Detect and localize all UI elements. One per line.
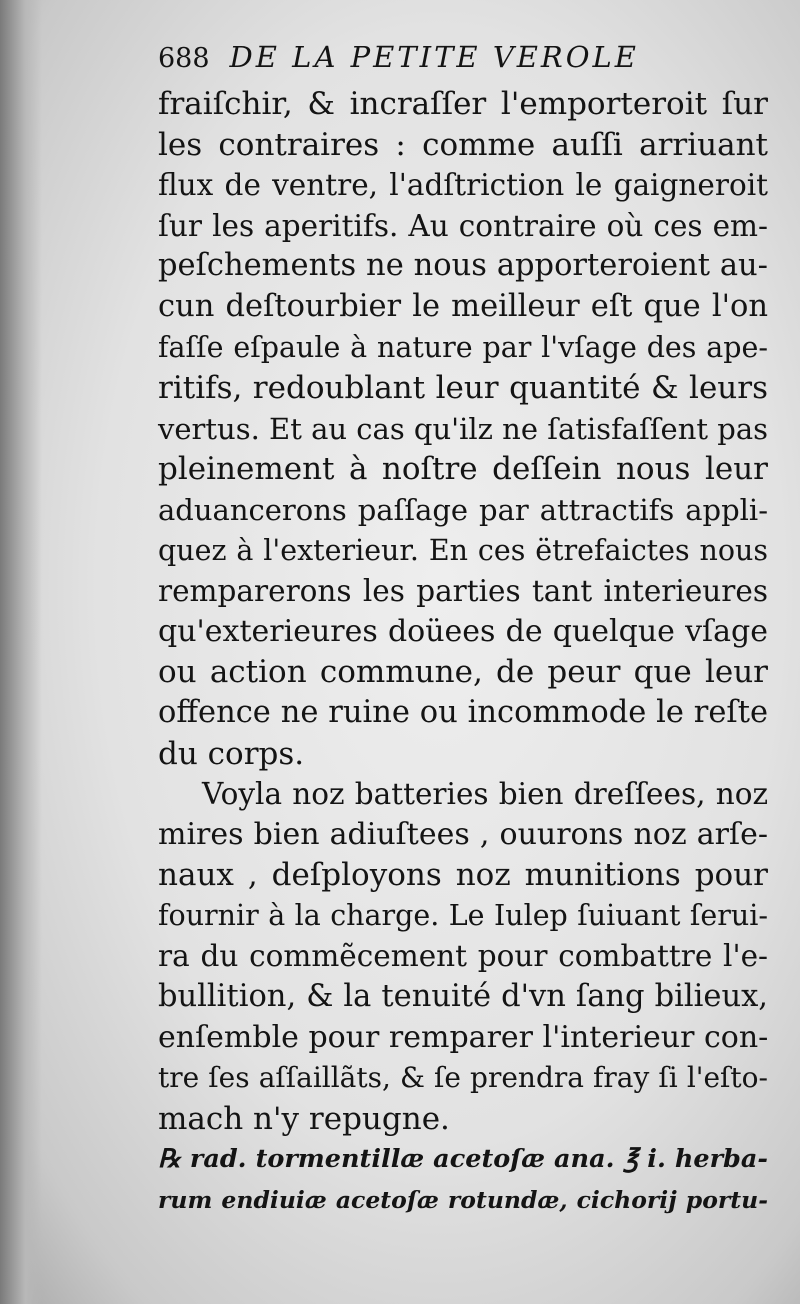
text-line: enſemble pour remparer l'interieur con- <box>158 1019 769 1055</box>
text-line: remparerons les parties tant interieures <box>158 574 768 609</box>
text-line: mach n'y repugne. <box>158 1100 450 1137</box>
running-title: DE LA PETITE VEROLE <box>229 40 639 74</box>
page-gutter-shadow <box>0 0 42 1304</box>
text-line: peſchements ne nous apporteroient au- <box>158 248 768 284</box>
text-line: vertus. Et au cas qu'ilz ne ſatisfaſſent pas <box>158 411 769 446</box>
recipe <box>158 1139 768 1220</box>
text-line: ra du commẽcement pour combattre l'e- <box>158 939 768 974</box>
text-line: les contraires : comme auſſi arriuant <box>158 126 768 163</box>
recipe-line: rum endiuiæ acetoſæ rotundæ, cichorij portu- <box>158 1186 768 1215</box>
paragraph-1 <box>158 84 768 774</box>
text-line: flux de ventre, l'adſtriction le gaigneroit <box>158 168 768 203</box>
paragraph-2 <box>158 774 768 1139</box>
page-number: 688 <box>158 43 210 74</box>
text-line: du corps. <box>158 735 305 772</box>
text-line: bullition, & la tenuité d'vn ſang bilieux, <box>158 979 768 1015</box>
text-line: cun deſtourbier le meilleur eſt que l'on <box>158 288 768 324</box>
text-line: mires bien adiuſtees , ouurons noz arſe- <box>158 816 768 852</box>
text-line: fournir à la charge. Le Iulep ſuiuant ſerui- <box>158 898 768 932</box>
text-line: ſur les aperitifs. Au contraire où ces em- <box>158 208 768 243</box>
text-line: tre ſes aſſaillãts, & ſe prendra fray ſi l'eſto- <box>158 1061 768 1095</box>
text-line: pleinement à noſtre deſſein nous leur <box>158 451 768 488</box>
text-block <box>158 40 768 1221</box>
text-line: naux , deſployons noz munitions pour <box>158 857 768 894</box>
text-line: aduancerons paſſage par attractifs appli- <box>158 492 768 527</box>
recipe-line: ℞ rad. tormentillæ acetoſæ ana. ℥ i. herba- <box>158 1144 768 1175</box>
text-line: quez à l'exterieur. En ces ëtrefaictes nous <box>158 533 768 567</box>
text-line: qu'exterieures doüees de quelque vſage <box>158 613 768 649</box>
text-line: fraiſchir, & incraſſer l'emporteroit ſur <box>158 86 768 122</box>
text-line: ou action commune, de peur que leur <box>158 654 768 691</box>
text-line: ritifs, redoublant leur quantité & leurs <box>158 370 768 407</box>
text-line: offence ne ruine ou incommode le reſte <box>158 694 768 730</box>
text-line: Voyla noz batteries bien dreſſees, noz <box>202 777 768 812</box>
text-line: faſſe eſpaule à nature par l'vſage des ape- <box>158 330 768 364</box>
running-head <box>158 40 768 84</box>
